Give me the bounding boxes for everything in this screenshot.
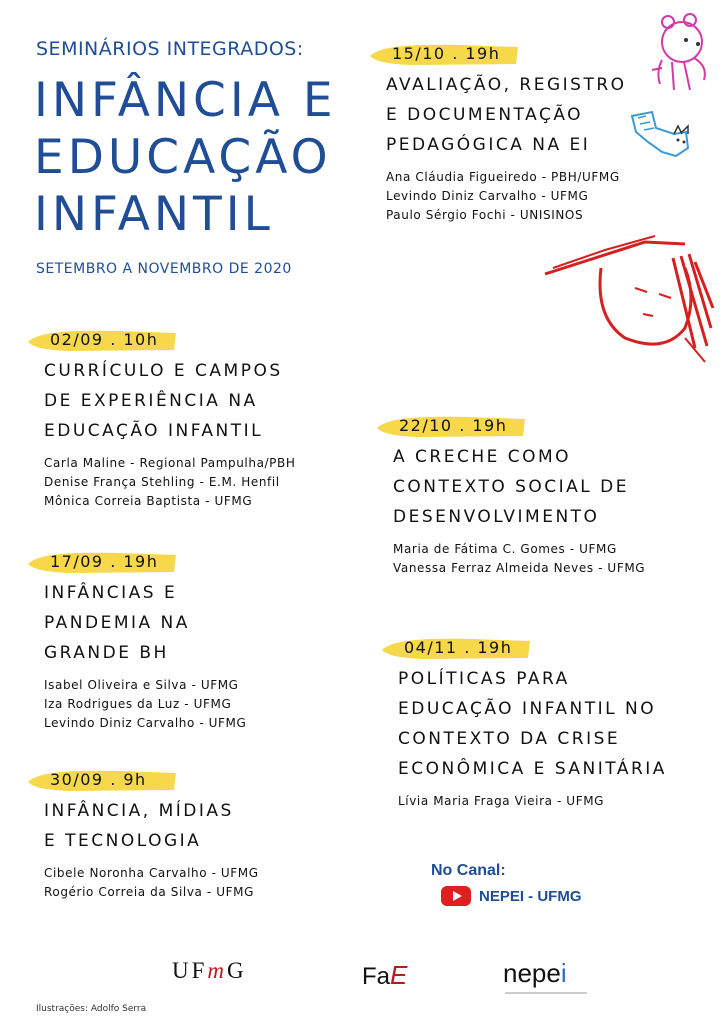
speaker: Maria de Fátima C. Gomes - UFMG [393, 542, 617, 556]
session-title-line: ECONÔMICA E SANITÁRIA [398, 759, 667, 779]
session-3009 [44, 766, 259, 902]
channel-name: NEPEI - UFMG [479, 887, 582, 905]
session-speakers [393, 540, 645, 578]
session-1510 [386, 40, 627, 225]
main-title [34, 72, 337, 243]
session-0209 [44, 326, 295, 511]
session-2210 [393, 412, 645, 578]
cat-doodle-icon [626, 102, 696, 162]
session-title-line: A CRECHE COMO [393, 447, 572, 467]
session-title [393, 442, 645, 532]
session-title-line: PANDEMIA NA [44, 613, 190, 633]
session-title-line: POLÍTICAS PARA [398, 669, 570, 689]
speaker: Iza Rodrigues da Luz - UFMG [44, 697, 232, 711]
session-title-line: DE EXPERIÊNCIA NA [44, 391, 258, 411]
session-date-highlight [44, 548, 158, 576]
speaker: Carla Maline - Regional Pampulha/PBH [44, 456, 296, 470]
nepei-logo-underline [505, 992, 587, 994]
period-text: SETEMBRO A NOVEMBRO DE 2020 [36, 261, 292, 277]
speaker: Rogério Correia da Silva - UFMG [44, 885, 254, 899]
speaker: Cibele Noronha Carvalho - UFMG [44, 866, 259, 880]
main-title-line-1: INFÂNCIA E [34, 73, 337, 128]
illustration-credits: Ilustrações: Adolfo Serra [36, 1004, 147, 1014]
channel-block[interactable] [431, 862, 582, 906]
session-title-line: DESENVOLVIMENTO [393, 507, 600, 527]
session-date: 15/10 . 19h [392, 44, 501, 63]
main-title-line-3: INFANTIL [34, 187, 274, 242]
speaker: Mônica Correia Baptista - UFMG [44, 494, 253, 508]
speaker: Isabel Oliveira e Silva - UFMG [44, 678, 239, 692]
session-title [44, 356, 295, 446]
session-title-line: E TECNOLOGIA [44, 831, 202, 851]
speaker: Lívia Maria Fraga Vieira - UFMG [398, 794, 605, 808]
session-date: 02/09 . 10h [50, 330, 159, 349]
speaker: Paulo Sérgio Fochi - UNISINOS [386, 208, 584, 222]
speaker: Ana Cláudia Figueiredo - PBH/UFMG [386, 170, 620, 184]
session-title [386, 70, 627, 160]
session-speakers [44, 864, 259, 902]
speaker: Levindo Diniz Carvalho - UFMG [386, 189, 589, 203]
pre-title: SEMINÁRIOS INTEGRADOS: [36, 38, 304, 60]
session-title-line: INFÂNCIA, MÍDIAS [44, 801, 234, 821]
session-title-line: CONTEXTO SOCIAL DE [393, 477, 630, 497]
session-date-highlight [44, 766, 147, 794]
fae-logo: FaE [362, 960, 408, 990]
session-title-line: E DOCUMENTAÇÃO [386, 105, 584, 125]
session-title-line: EDUCAÇÃO INFANTIL [44, 421, 264, 441]
session-title-line: CONTEXTO DA CRISE [398, 729, 621, 749]
speaker: Vanessa Ferraz Almeida Neves - UFMG [393, 561, 646, 575]
speaker: Levindo Diniz Carvalho - UFMG [44, 716, 247, 730]
session-title [44, 796, 259, 856]
red-face-doodle-icon [535, 228, 715, 378]
channel-label: No Canal: [431, 862, 506, 879]
session-title-line: PEDAGÓGICA NA EI [386, 135, 591, 155]
session-1709 [44, 548, 246, 733]
session-date: 17/09 . 19h [50, 552, 159, 571]
session-date-highlight [393, 412, 507, 440]
speaker: Denise França Stehling - E.M. Henfil [44, 475, 280, 489]
session-date-highlight [386, 40, 500, 68]
session-speakers [398, 792, 667, 811]
session-speakers [44, 454, 295, 511]
bear-doodle-icon [646, 10, 716, 100]
session-date: 04/11 . 19h [404, 638, 513, 657]
main-title-line-2: EDUCAÇÃO [34, 130, 332, 185]
nepei-logo: nepei [503, 958, 567, 988]
session-date-highlight [398, 634, 512, 662]
session-date: 30/09 . 9h [50, 770, 147, 789]
session-title-line: INFÂNCIAS E [44, 583, 178, 603]
session-speakers [44, 676, 246, 733]
session-title [44, 578, 246, 668]
session-title [398, 664, 667, 784]
session-title-line: CURRÍCULO E CAMPOS [44, 361, 283, 381]
session-speakers [386, 168, 627, 225]
session-date-highlight [44, 326, 158, 354]
session-title-line: AVALIAÇÃO, REGISTRO [386, 75, 627, 95]
channel-link[interactable] [441, 886, 582, 906]
session-title-line: GRANDE BH [44, 643, 169, 663]
session-title-line: EDUCAÇÃO INFANTIL NO [398, 699, 657, 719]
ufmg-logo: UFmG [172, 958, 247, 983]
session-date: 22/10 . 19h [399, 416, 508, 435]
session-0411 [398, 634, 667, 811]
youtube-icon [441, 886, 471, 906]
